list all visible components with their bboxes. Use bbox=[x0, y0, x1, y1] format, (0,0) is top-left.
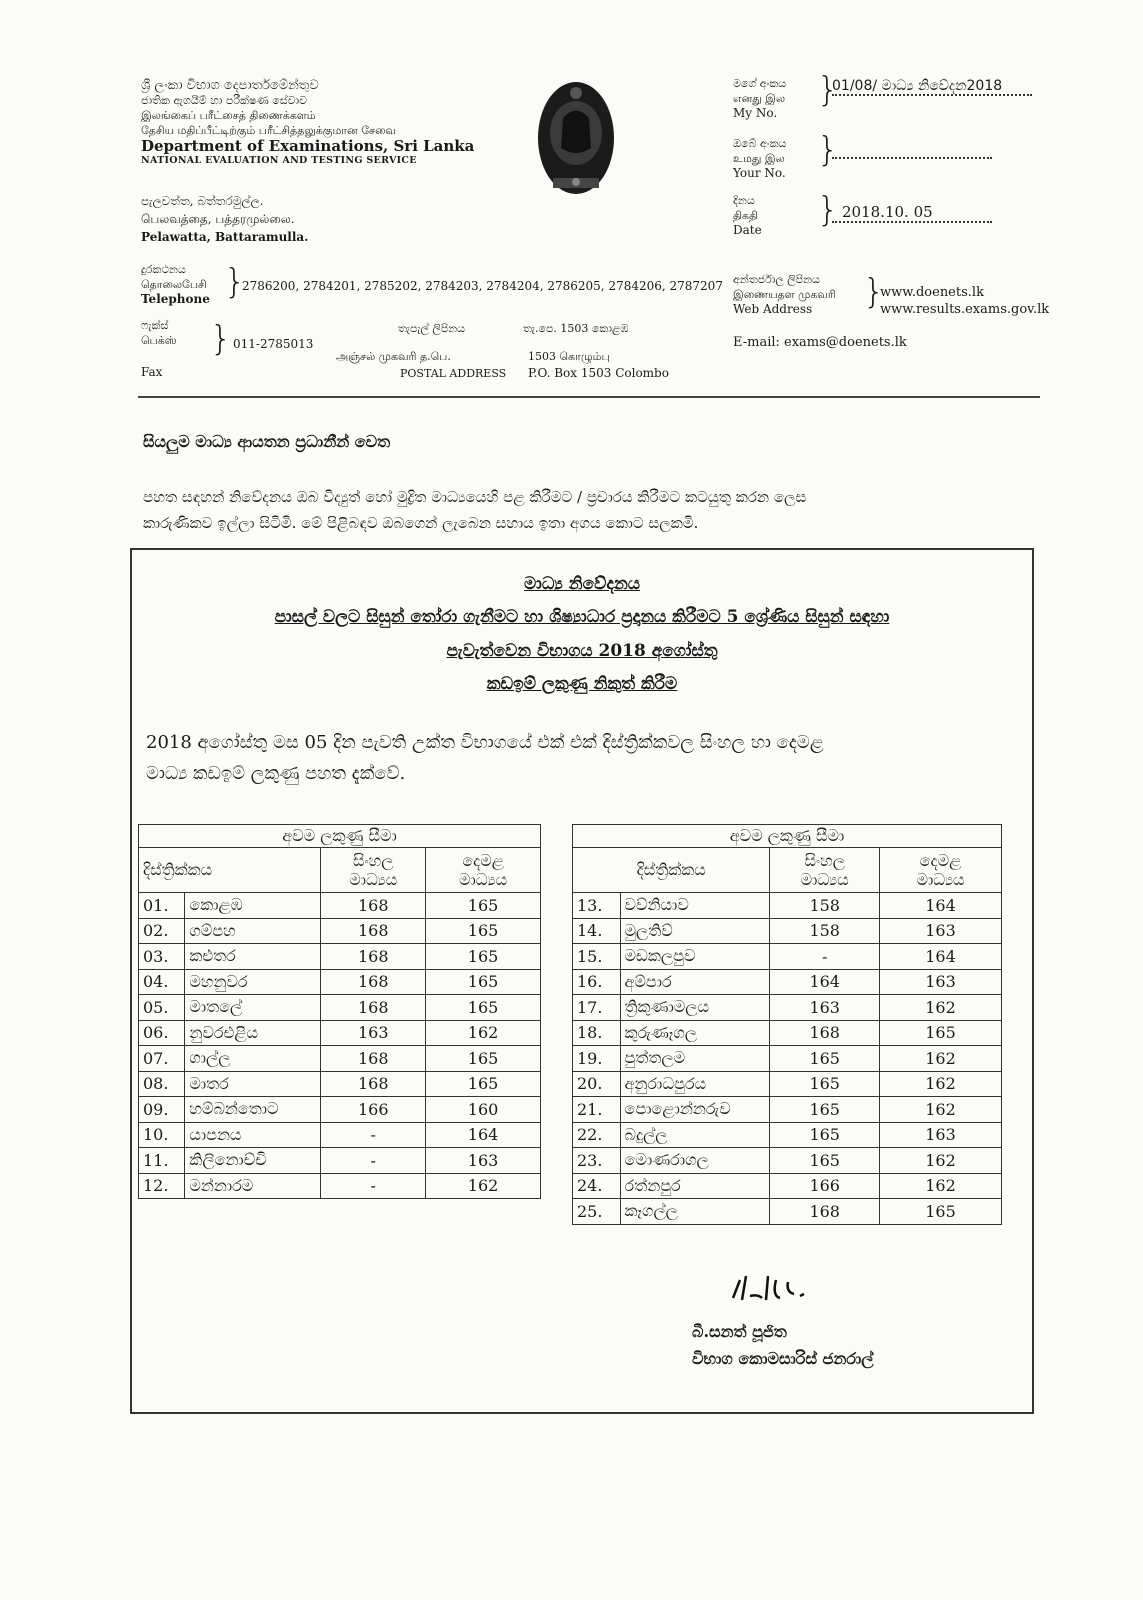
row-number: 09. bbox=[139, 1097, 185, 1123]
sinhala-cutoff: 168 bbox=[321, 995, 426, 1021]
district-name: රත්නපුර bbox=[620, 1173, 770, 1199]
my-no-field bbox=[832, 78, 1032, 96]
row-number: 01. bbox=[139, 893, 185, 919]
brace: } bbox=[817, 190, 839, 230]
row-number: 03. bbox=[139, 944, 185, 970]
salutation: සියලුම මාධ්‍ය ආයතන ප්‍රධානීන් වෙත bbox=[143, 432, 391, 451]
web-labels: අන්තර්ජාල ලිපිනය இணையதள முகவரி Web Address bbox=[733, 273, 836, 316]
notice-body bbox=[146, 727, 824, 789]
row-number: 05. bbox=[139, 995, 185, 1021]
signatory-title: විභාග කොමසාරිස් ජනරාල් bbox=[692, 1349, 874, 1368]
table-row bbox=[573, 1046, 1002, 1072]
table-row bbox=[573, 1122, 1002, 1148]
district-name: පුත්තලම bbox=[620, 1046, 770, 1072]
notice-title-line-2: පැවැත්වෙන විභාගය 2018 අගෝස්තු bbox=[446, 641, 718, 661]
row-number: 24. bbox=[573, 1173, 621, 1199]
notice-title-line-1: පාසල් වලට සිසුන් තෝරා ගැනීමට හා ශිෂ්‍යාධාර ප්‍රදානය කිරීමට 5 ශ්‍රේණිය සිසුන් සඳහා bbox=[274, 607, 890, 627]
web-address-2: www.results.exams.gov.lk bbox=[880, 302, 1050, 317]
row-number: 12. bbox=[139, 1173, 185, 1199]
your-no-field bbox=[832, 145, 992, 159]
tamil-cutoff: 162 bbox=[426, 1173, 541, 1199]
tamil-cutoff: 160 bbox=[426, 1097, 541, 1123]
sinhala-cutoff: 166 bbox=[321, 1097, 426, 1123]
table-row bbox=[139, 1046, 541, 1072]
sinhala-header: සිංහල මාධ්‍යය bbox=[321, 848, 426, 893]
district-name: නුවරඑළිය bbox=[185, 1020, 321, 1046]
brace: } bbox=[817, 130, 839, 170]
district-name: මොණරාගල bbox=[620, 1148, 770, 1174]
tamil-cutoff: 163 bbox=[426, 1148, 541, 1174]
address-si: පැලවත්ත, බත්තරමුල්ල. bbox=[141, 194, 264, 208]
header-divider bbox=[138, 396, 1040, 398]
district-name: ගාල්ල bbox=[185, 1046, 321, 1072]
table-row bbox=[573, 1199, 1002, 1225]
table-row bbox=[139, 918, 541, 944]
group-header: අවම ලකුණු සීමා bbox=[573, 825, 1002, 848]
sinhala-cutoff: 163 bbox=[770, 995, 880, 1021]
table-row bbox=[139, 1097, 541, 1123]
sinhala-cutoff: 168 bbox=[770, 1020, 880, 1046]
tamil-cutoff: 165 bbox=[426, 944, 541, 970]
district-name: මුලතිව් bbox=[620, 918, 770, 944]
tamil-cutoff: 164 bbox=[880, 944, 1002, 970]
sinhala-header: සිංහල මාධ්‍යය bbox=[770, 848, 880, 893]
service-name-en: NATIONAL EVALUATION AND TESTING SERVICE bbox=[141, 155, 417, 166]
notice-body-line: 2018 අගෝස්තු මස 05 දින පැවති උක්ත විභාගයේ එක් එක් දිස්ත්‍රික්කවල සිංහල හා දෙමළ bbox=[146, 732, 824, 753]
address-en: Pelawatta, Battaramulla. bbox=[141, 230, 309, 244]
row-number: 14. bbox=[573, 918, 621, 944]
district-name: වව්නියාව bbox=[620, 893, 770, 919]
postal-en-value: P.O. Box 1503 Colombo bbox=[528, 366, 669, 380]
district-name: පොළොන්නරුව bbox=[620, 1097, 770, 1123]
district-name: අනුරාධපුරය bbox=[620, 1071, 770, 1097]
dept-name-si: ශ්‍රී ලංකා විභාග දෙපාර්තමේන්තුව bbox=[141, 78, 319, 93]
row-number: 22. bbox=[573, 1122, 621, 1148]
tamil-header: දෙමළ මාධ්‍යය bbox=[426, 848, 541, 893]
national-emblem bbox=[533, 78, 619, 200]
sinhala-cutoff: 168 bbox=[321, 944, 426, 970]
row-number: 06. bbox=[139, 1020, 185, 1046]
district-header: දිස්ත්‍රික්කය bbox=[139, 848, 321, 893]
brace: } bbox=[863, 272, 885, 312]
sinhala-cutoff: 163 bbox=[321, 1020, 426, 1046]
sinhala-cutoff: 165 bbox=[770, 1148, 880, 1174]
table-row bbox=[139, 995, 541, 1021]
row-number: 17. bbox=[573, 995, 621, 1021]
table-row bbox=[139, 1122, 541, 1148]
notice-title-line-3: කඩඉම් ලකුණු නිකුත් කිරීම bbox=[486, 674, 678, 694]
row-number: 11. bbox=[139, 1148, 185, 1174]
cutoff-table-left bbox=[138, 824, 541, 1199]
postal-ta-value: 1503 கொழும்பு bbox=[528, 350, 610, 363]
district-name: මන්නාරම bbox=[185, 1173, 321, 1199]
sinhala-cutoff: 168 bbox=[321, 1046, 426, 1072]
tamil-cutoff: 162 bbox=[880, 1097, 1002, 1123]
district-name: බදුල්ල bbox=[620, 1122, 770, 1148]
table-row bbox=[139, 1148, 541, 1174]
table-row bbox=[573, 893, 1002, 919]
row-number: 25. bbox=[573, 1199, 621, 1225]
district-name: කුරුණෑගල bbox=[620, 1020, 770, 1046]
sinhala-cutoff: 168 bbox=[321, 918, 426, 944]
table-row bbox=[139, 1020, 541, 1046]
sinhala-cutoff: - bbox=[770, 944, 880, 970]
postal-si-label: තැපැල් ලිපිනය bbox=[398, 322, 466, 335]
ref-date-labels: දිනය திகதி Date bbox=[733, 194, 762, 237]
table-row bbox=[573, 995, 1002, 1021]
intro-paragraph bbox=[143, 484, 1003, 536]
sinhala-cutoff: 168 bbox=[321, 893, 426, 919]
table-row bbox=[139, 1173, 541, 1199]
brace: } bbox=[817, 70, 839, 110]
letterhead-department bbox=[141, 78, 521, 166]
sinhala-cutoff: 165 bbox=[770, 1122, 880, 1148]
district-name: මාතලේ bbox=[185, 995, 321, 1021]
dept-service-si: ජාතික ඇගයීම් හා පරීක්ෂණ සේවාව bbox=[141, 94, 308, 107]
row-number: 02. bbox=[139, 918, 185, 944]
tamil-cutoff: 164 bbox=[426, 1122, 541, 1148]
web-values bbox=[880, 284, 1049, 318]
table-row bbox=[573, 918, 1002, 944]
telephone-value: 2786200, 2784201, 2785202, 2784203, 2784204, 2786205, 2784206, 2787207 bbox=[242, 279, 723, 293]
row-number: 19. bbox=[573, 1046, 621, 1072]
sinhala-cutoff: - bbox=[321, 1173, 426, 1199]
row-number: 15. bbox=[573, 944, 621, 970]
intro-line: පහත සඳහන් නිවේදනය ඔබ විද්‍යුත් හෝ මුද්‍රිත මාධ්‍යයෙහි පළ කිරීමට / ප්‍රචාරය කිරීමට කටයුතු කරන ලෙස bbox=[143, 488, 807, 506]
district-name: ත්‍රිකුණාමලය bbox=[620, 995, 770, 1021]
postal-ta-label: அஞ்சல் முகவரி த.பெ. bbox=[336, 350, 451, 363]
table-row bbox=[573, 1020, 1002, 1046]
sinhala-cutoff: 166 bbox=[770, 1173, 880, 1199]
my-no-value: 01/08/ මාධ්‍ය නිවේදන2018 bbox=[832, 78, 1003, 94]
date-field bbox=[832, 203, 992, 223]
row-number: 16. bbox=[573, 969, 621, 995]
tamil-cutoff: 163 bbox=[880, 969, 1002, 995]
district-name: කෑගල්ල bbox=[620, 1199, 770, 1225]
tamil-header: දෙමළ මාධ්‍යය bbox=[880, 848, 1002, 893]
sinhala-cutoff: 164 bbox=[770, 969, 880, 995]
table-row bbox=[573, 1097, 1002, 1123]
table-row bbox=[573, 944, 1002, 970]
tamil-cutoff: 162 bbox=[880, 995, 1002, 1021]
brace: } bbox=[224, 262, 246, 302]
signature-scribble bbox=[728, 1268, 838, 1308]
sinhala-cutoff: 168 bbox=[321, 969, 426, 995]
sinhala-cutoff: 165 bbox=[770, 1097, 880, 1123]
row-number: 10. bbox=[139, 1122, 185, 1148]
sinhala-cutoff: 158 bbox=[770, 893, 880, 919]
row-number: 21. bbox=[573, 1097, 621, 1123]
tamil-cutoff: 165 bbox=[426, 918, 541, 944]
cutoff-table-right bbox=[572, 824, 1002, 1225]
postal-en-label: POSTAL ADDRESS bbox=[400, 367, 507, 380]
tamil-cutoff: 162 bbox=[426, 1020, 541, 1046]
tamil-cutoff: 164 bbox=[880, 893, 1002, 919]
district-name: මාතර bbox=[185, 1071, 321, 1097]
tamil-cutoff: 165 bbox=[426, 1071, 541, 1097]
tamil-cutoff: 165 bbox=[426, 893, 541, 919]
table-row bbox=[139, 1071, 541, 1097]
email-address: E-mail: exams@doenets.lk bbox=[733, 335, 907, 350]
dept-name-en: Department of Examinations, Sri Lanka bbox=[141, 137, 475, 155]
tamil-cutoff: 165 bbox=[880, 1020, 1002, 1046]
table-row bbox=[139, 969, 541, 995]
fax-labels: ෆැක්ස් பெக்ஸ் Fax bbox=[141, 319, 177, 379]
sinhala-cutoff: - bbox=[321, 1122, 426, 1148]
notice-heading: මාධ්‍ය නිවේදනය bbox=[524, 574, 640, 594]
row-number: 23. bbox=[573, 1148, 621, 1174]
tamil-cutoff: 163 bbox=[880, 1122, 1002, 1148]
district-name: අම්පාර bbox=[620, 969, 770, 995]
district-header: දිස්ත්‍රික්කය bbox=[573, 848, 770, 893]
sinhala-cutoff: 158 bbox=[770, 918, 880, 944]
sinhala-cutoff: 168 bbox=[770, 1199, 880, 1225]
table-row bbox=[573, 1173, 1002, 1199]
table-row bbox=[139, 944, 541, 970]
dept-name-ta: இலங்கைப் பரீட்சைத் திணைக்களம் bbox=[141, 109, 316, 122]
tamil-cutoff: 165 bbox=[426, 969, 541, 995]
district-name: කිලිනොච්චි bbox=[185, 1148, 321, 1174]
tamil-cutoff: 162 bbox=[880, 1046, 1002, 1072]
ref-your-no-labels: ඔබේ අංකය உமது இல Your No. bbox=[733, 137, 787, 180]
notice-body-line: මාධ්‍ය කඩඉම් ලකුණු පහත දැක්වේ. bbox=[146, 763, 406, 784]
letterhead-address bbox=[141, 194, 401, 245]
group-header: අවම ලකුණු සීමා bbox=[139, 825, 541, 848]
row-number: 13. bbox=[573, 893, 621, 919]
tamil-cutoff: 162 bbox=[880, 1071, 1002, 1097]
ref-my-no-labels: මගේ අංකය எனது இல My No. bbox=[733, 77, 787, 120]
tamil-cutoff: 162 bbox=[880, 1148, 1002, 1174]
signatory-name: බී.සනත් පූජිත bbox=[692, 1322, 787, 1341]
tamil-cutoff: 162 bbox=[880, 1173, 1002, 1199]
row-number: 18. bbox=[573, 1020, 621, 1046]
dept-service-ta: தேசிய மதிப்பீட்டிற்கும் பரீட்சித்தலுக்குமான சேவை bbox=[141, 124, 397, 137]
tamil-cutoff: 165 bbox=[426, 1046, 541, 1072]
sinhala-cutoff: 165 bbox=[770, 1071, 880, 1097]
tamil-cutoff: 163 bbox=[880, 918, 1002, 944]
table-row bbox=[573, 969, 1002, 995]
district-name: යාපනය bbox=[185, 1122, 321, 1148]
sinhala-cutoff: - bbox=[321, 1148, 426, 1174]
row-number: 07. bbox=[139, 1046, 185, 1072]
district-name: හම්බන්තොට bbox=[185, 1097, 321, 1123]
postal-si-value: තැ.පෙ. 1503 කොළඹ bbox=[523, 322, 629, 335]
brace: } bbox=[210, 319, 232, 359]
tamil-cutoff: 165 bbox=[426, 995, 541, 1021]
address-ta: பெலவத்தை, பத்தரமுல்லை. bbox=[141, 212, 295, 226]
table-row bbox=[139, 893, 541, 919]
row-number: 20. bbox=[573, 1071, 621, 1097]
date-value: 2018.10. 05 bbox=[842, 203, 933, 221]
table-row bbox=[573, 1148, 1002, 1174]
row-number: 04. bbox=[139, 969, 185, 995]
district-name: ගම්පහ bbox=[185, 918, 321, 944]
intro-line: කාරුණිකව ඉල්ලා සිටිමි. මේ පිළිබඳව ඔබගෙන් ලැබෙන සහාය ඉතා අගය කොට සලකමි. bbox=[143, 514, 699, 532]
district-name: මඩකලපුව bbox=[620, 944, 770, 970]
district-name: කොළඹ bbox=[185, 893, 321, 919]
row-number: 08. bbox=[139, 1071, 185, 1097]
district-name: කළුතර bbox=[185, 944, 321, 970]
sinhala-cutoff: 165 bbox=[770, 1046, 880, 1072]
telephone-labels: දුරකථනය தொலைபேசி Telephone bbox=[141, 263, 210, 306]
district-name: මහනුවර bbox=[185, 969, 321, 995]
sinhala-cutoff: 168 bbox=[321, 1071, 426, 1097]
web-address-1: www.doenets.lk bbox=[880, 285, 984, 300]
fax-value: 011-2785013 bbox=[233, 337, 314, 351]
tamil-cutoff: 165 bbox=[880, 1199, 1002, 1225]
table-row bbox=[573, 1071, 1002, 1097]
